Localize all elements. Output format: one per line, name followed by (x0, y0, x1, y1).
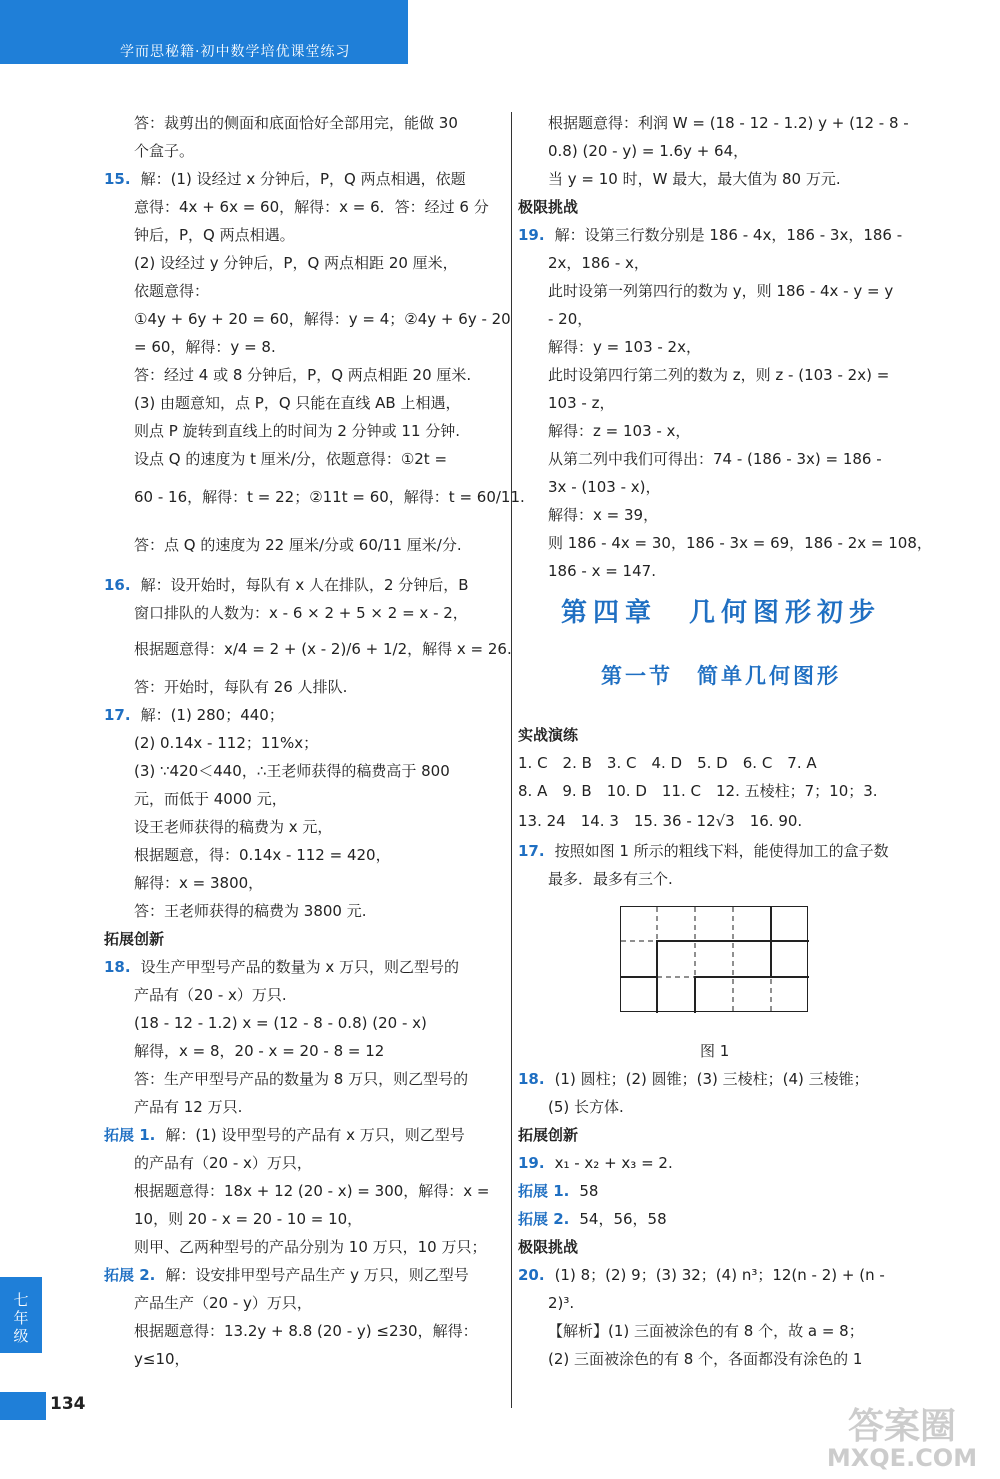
line-text: 答：王老师获得的稿费为 3800 元. (134, 902, 367, 920)
section-title: 第一节 简单几何图形 (601, 664, 841, 688)
line-text: (2) 三面被涂色的有 8 个，各面都没有涂色的 1 (548, 1350, 863, 1368)
question-number: 20. (518, 1266, 545, 1284)
line-text: 解：(1) 设甲型号的产品有 x 万只，则乙型号 (165, 1126, 465, 1144)
text-line (548, 280, 893, 302)
text-line (134, 760, 450, 782)
text-line (134, 732, 318, 754)
text-line (134, 224, 295, 246)
line-text: (2) 0.14x - 112；11%x； (134, 734, 319, 752)
line-text: 意得：4x + 6x = 60，解得：x = 6．答：经过 6 分 (134, 198, 489, 216)
line-text: 答：裁剪出的侧面和底面恰好全部用完，能做 30 (134, 114, 458, 132)
text-line (134, 364, 471, 386)
text-line (134, 140, 194, 162)
watermark-logo (812, 1408, 992, 1474)
grade-tab (0, 1277, 42, 1353)
text-line (134, 816, 332, 838)
text-line (134, 1348, 190, 1370)
line-text: 8. A 9. B 10. D 11. C 12. 五棱柱；7；10；3. (518, 782, 878, 800)
line-text: 答：开始时，每队有 26 人排队. (134, 678, 348, 696)
text-line (104, 704, 284, 726)
watermark-line2: MXQE.COM (826, 1444, 978, 1472)
line-text: 依题意得： (134, 282, 210, 300)
line-text: 解：(1) 280；440； (140, 706, 284, 724)
line-text: 解得：y = 103 - 2x， (548, 338, 701, 356)
text-line (134, 196, 489, 218)
line-text: 的产品有（20 - x）万只， (134, 1154, 312, 1172)
line-text: 答：生产甲型号产品的数量为 8 万只，则乙型号的 (134, 1070, 469, 1088)
line-text: 根据题意得：x/4 = 2 + (x - 2)/6 + 1/2，解得 x = 26. (134, 640, 512, 658)
text-line (548, 308, 592, 330)
text-line (104, 574, 469, 596)
text-line (548, 364, 889, 386)
question-number: 拓展 2. (104, 1266, 156, 1284)
section-heading (518, 724, 578, 746)
line-text: 根据题意得：利润 W = (18 - 12 - 1.2) y + (12 - 8 - (548, 114, 909, 132)
question-number: 18. (518, 1070, 545, 1088)
line-text: 产品有（20 - x）万只. (134, 986, 287, 1004)
text-line (134, 392, 461, 414)
text-line (518, 1152, 673, 1174)
line-text: 2x，186 - x， (548, 254, 649, 272)
text-line (518, 840, 889, 862)
line-text: = 60，解得：y = 8. (134, 338, 276, 356)
text-line (134, 252, 458, 274)
line-text: 根据题意得：18x + 12 (20 - x) = 300，解得：x = (134, 1182, 490, 1200)
text-line (134, 1040, 384, 1062)
line-text: 则点 P 旋转到直线上的时间为 2 分钟或 11 分钟. (134, 422, 461, 440)
text-line (548, 448, 882, 470)
text-line (548, 140, 748, 162)
line-text: 60 - 16，解得：t = 22；②11t = 60，解得：t = 60/11. (134, 488, 525, 506)
line-text: 54，56，58 (579, 1210, 667, 1228)
line-text: 解：设第三行数分别是 186 - 4x，186 - 3x，186 - (554, 226, 903, 244)
line-text: 【解析】(1) 三面被涂色的有 8 个，故 a = 8； (548, 1322, 864, 1340)
question-number: 17. (518, 842, 545, 860)
text-line (134, 448, 447, 470)
line-text: 解：设安排甲型号产品生产 y 万只，则乙型号 (165, 1266, 469, 1284)
line-text: - 20， (548, 310, 593, 328)
question-number: 18. (104, 958, 131, 976)
line-text: 产品有 12 万只. (134, 1098, 243, 1116)
line-text: 钟后，P，Q 两点相遇。 (134, 226, 295, 244)
section-heading (104, 928, 164, 950)
line-text: 当 y = 10 时，W 最大，最大值为 80 万元. (548, 170, 841, 188)
line-text: 解：设开始时，每队有 x 人在排队，2 分钟后，B (140, 576, 469, 594)
text-line (134, 280, 209, 302)
text-line (548, 336, 701, 358)
text-line (134, 1292, 312, 1314)
line-text: y≤10， (134, 1350, 190, 1368)
text-line (548, 1096, 624, 1118)
line-text: 则 186 - 4x = 30，186 - 3x = 69，186 - 2x = 108， (548, 534, 932, 552)
line-text: 极限挑战 (518, 1238, 579, 1256)
text-line (134, 984, 287, 1006)
text-line (548, 868, 673, 890)
line-text: 此时设第四行第二列的数为 z，则 z - (103 - 2x) = (548, 366, 890, 384)
line-text: 设王老师获得的稿费为 x 元， (134, 818, 333, 836)
line-text: 产品生产（20 - y）万只， (134, 1294, 312, 1312)
line-text: 从第二列中我们可得出：74 - (186 - 3x) = 186 - (548, 450, 882, 468)
line-text: 解得，x = 8，20 - x = 20 - 8 = 12 (134, 1042, 385, 1060)
text-line (548, 504, 658, 526)
line-text: 0.8) (20 - y) = 1.6y + 64， (548, 142, 749, 160)
grade-tab-label: 七年级 (13, 1291, 29, 1345)
line-text: 设点 Q 的速度为 t 厘米/分，依题意得：①2t = (134, 450, 448, 468)
line-text: 元，而低于 4000 元， (134, 790, 287, 808)
text-line (134, 1096, 242, 1118)
line-text: 13. 24 14. 3 15. 36 - 12√3 16. 90. (518, 812, 803, 830)
line-text: (5) 长方体. (548, 1098, 624, 1116)
line-text: x₁ - x₂ + x₃ = 2. (554, 1154, 673, 1172)
line-text: (3) ∵420＜440，∴王老师获得的稿费高于 800 (134, 762, 450, 780)
line-text: 解：(1) 设经过 x 分钟后，P，Q 两点相遇，依题 (140, 170, 466, 188)
text-line (548, 532, 932, 554)
text-line (134, 112, 458, 134)
text-line (134, 676, 347, 698)
line-text: (2) 设经过 y 分钟后，P，Q 两点相距 20 厘米， (134, 254, 458, 272)
line-text: 解得：x = 39， (548, 506, 659, 524)
text-line (104, 956, 459, 978)
line-text: 按照如图 1 所示的粗线下料，能使得加工的盒子数 (554, 842, 889, 860)
text-line (518, 1264, 885, 1286)
section-heading (518, 1236, 578, 1258)
section-heading (518, 1124, 578, 1146)
line-text: 拓展创新 (518, 1126, 579, 1144)
line-text: 解得：x = 3800， (134, 874, 264, 892)
text-line (548, 476, 661, 498)
section-heading (518, 196, 578, 218)
question-number: 拓展 2. (518, 1210, 570, 1228)
text-line (518, 752, 817, 774)
text-line (134, 872, 263, 894)
text-line (134, 1208, 362, 1230)
line-text: 窗口排队的人数为：x - 6 × 2 + 5 × 2 = x - 2， (134, 604, 468, 622)
text-line (104, 1124, 465, 1146)
line-text: (1) 圆柱；(2) 圆锥；(3) 三棱柱；(4) 三棱锥； (554, 1070, 869, 1088)
line-text: 根据题意，得：0.14x - 112 = 420， (134, 846, 391, 864)
question-number: 拓展 1. (518, 1182, 570, 1200)
column-divider (511, 112, 512, 1408)
text-line (518, 224, 902, 246)
text-line (548, 252, 649, 274)
page-number-bar (0, 1392, 46, 1420)
page-number: 134 (50, 1394, 86, 1414)
text-line (134, 336, 276, 358)
text-line (548, 560, 656, 582)
line-text: 1. C 2. B 3. C 4. D 5. D 6. C 7. A (518, 754, 817, 772)
chapter-title: 第四章 几何图形初步 (560, 598, 881, 628)
text-line (518, 810, 802, 832)
text-line (518, 1208, 667, 1230)
text-line (134, 788, 287, 810)
line-text: (3) 由题意知，点 P，Q 只能在直线 AB 上相遇， (134, 394, 461, 412)
line-text: 实战演练 (518, 726, 579, 744)
text-line (134, 1320, 478, 1342)
line-text: 186 - x = 147. (548, 562, 656, 580)
text-line (548, 1348, 862, 1370)
text-line (518, 1180, 598, 1202)
line-text: 3x - (103 - x)， (548, 478, 661, 496)
line-text: 答：点 Q 的速度为 22 厘米/分或 60/11 厘米/分. (134, 536, 462, 554)
cutting-diagram-lines (621, 907, 809, 1013)
text-line (548, 392, 614, 414)
text-line (548, 1292, 574, 1314)
text-line (548, 1320, 864, 1342)
question-number: 19. (518, 226, 545, 244)
line-text: 极限挑战 (518, 198, 579, 216)
text-line (134, 420, 460, 442)
text-line (134, 844, 391, 866)
text-line (548, 420, 690, 442)
line-text: 103 - z， (548, 394, 615, 412)
text-line (548, 168, 841, 190)
line-text: 设生产甲型号产品的数量为 x 万只，则乙型号的 (140, 958, 459, 976)
line-text: (1) 8；(2) 9；(3) 32；(4) n³；12(n - 2) + (n - (554, 1266, 885, 1284)
line-text: 拓展创新 (104, 930, 165, 948)
text-line (104, 168, 466, 190)
text-line (134, 602, 468, 624)
line-text: 则甲、乙两种型号的产品分别为 10 万只，10 万只； (134, 1238, 487, 1256)
line-text: 根据题意得：13.2y + 8.8 (20 - y) ≤230，解得： (134, 1322, 478, 1340)
text-line (134, 1180, 490, 1202)
line-text: 2)³. (548, 1294, 575, 1312)
text-line (548, 112, 909, 134)
line-text: 58 (579, 1182, 599, 1200)
text-line (134, 1068, 468, 1090)
line-text: ①4y + 6y + 20 = 60，解得：y = 4；②4y + 6y - 20 (134, 310, 511, 328)
line-text: 答：经过 4 或 8 分钟后，P，Q 两点相距 20 厘米. (134, 366, 472, 384)
question-number: 16. (104, 576, 131, 594)
text-line (134, 900, 366, 922)
text-line (134, 308, 511, 330)
question-number: 15. (104, 170, 131, 188)
text-line (134, 1236, 486, 1258)
text-line (134, 534, 462, 556)
line-text: 10，则 20 - x = 20 - 10 = 10， (134, 1210, 363, 1228)
line-text: (18 - 12 - 1.2) x = (12 - 8 - 0.8) (20 - x) (134, 1014, 427, 1032)
text-line (104, 1264, 469, 1286)
series-title: 学而思秘籍·初中数学培优课堂练习 (120, 44, 351, 60)
line-text: 解得：z = 103 - x， (548, 422, 691, 440)
header-banner (0, 0, 408, 64)
question-number: 17. (104, 706, 131, 724)
text-line (134, 486, 525, 508)
watermark-line1: 答案圈 (847, 1406, 956, 1447)
line-text: 此时设第一列第四行的数为 y，则 186 - 4x - y = y (548, 282, 894, 300)
line-text: 最多．最多有三个. (548, 870, 673, 888)
text-line (134, 638, 512, 660)
figure-caption: 图 1 (700, 1042, 730, 1060)
line-text: 个盒子。 (134, 142, 195, 160)
text-line (134, 1152, 312, 1174)
question-number: 拓展 1. (104, 1126, 156, 1144)
text-line (134, 1012, 427, 1034)
cutting-diagram (620, 906, 808, 1012)
text-line (518, 1068, 869, 1090)
text-line (518, 780, 878, 802)
question-number: 19. (518, 1154, 545, 1172)
